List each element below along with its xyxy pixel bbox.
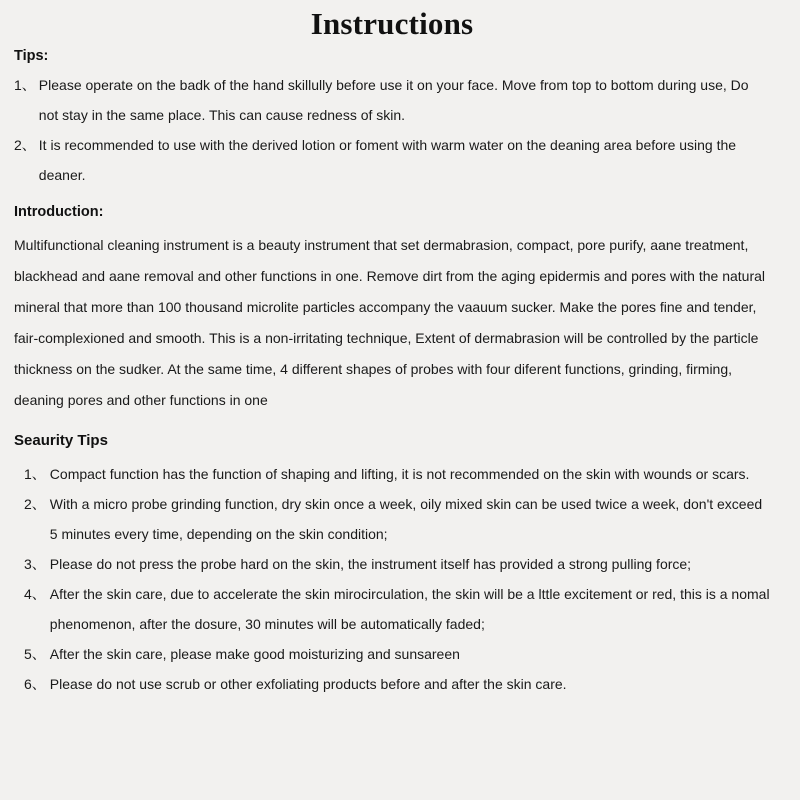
list-item-number: 6、 [24,676,46,692]
list-item-text: With a micro probe grinding function, dry skin once a week, oily mixed skin can be used twice a week, don't exceed 5 minutes every time, depending on the skin condition; [49,496,763,542]
list-item-text: After the skin care, please make good moisturizing and sunsareen [49,646,460,662]
introduction-body: Multifunctional cleaning instrument is a beauty instrument that set dermabrasion, compact, pore purify, aane treatment, blackhead and aane removal and other functions in one. Remove dirt from the aging epidermis and pores with the natural mineral that more than 100 thousand microlite particles accompany the vaauum sucker. Make the pores fine and tender, fair-complexioned and smooth. This is a non-irritating technique, Extent of dermabrasion will be controlled by the particle thickness on the sudker. At the same time, 4 different shapes of probes with four diferent functions, grinding, firming, deaning pores and other functions in one [14,237,766,408]
list-item [14,489,770,549]
list-item-text: After the skin care, due to accelerate the skin mirocirculation, the skin will be a lttle excitement or red, this is a nomal phenomenon, after the dosure, 30 minutes will be automatically faded; [49,586,770,632]
list-item-number: 4、 [24,586,46,602]
list-item-number: 1、 [14,77,36,93]
list-item [14,549,770,579]
list-item [14,70,770,130]
list-item-number: 2、 [14,137,36,153]
tips-heading: Tips: [14,48,49,64]
tips-list [14,70,770,190]
list-item-text: Please operate on the badk of the hand skillully before use it on your face. Move from top to bottom during use, Do not stay in the same place. This can cause redness of skin. [38,77,749,123]
list-item-number: 2、 [24,496,46,512]
introduction-heading: Introduction: [14,204,104,220]
list-item [14,130,770,190]
list-item-number: 1、 [24,466,46,482]
list-item-text: Compact function has the function of shaping and lifting, it is not recommended on the skin with wounds or scars. [49,466,750,482]
list-item-text: Please do not use scrub or other exfoliating products before and after the skin care. [49,676,567,692]
list-item [14,579,770,639]
page-title: Instructions [310,6,474,41]
list-item [14,669,770,699]
list-item-text: Please do not press the probe hard on the skin, the instrument itself has provided a strong pulling force; [49,556,692,572]
list-item [14,639,770,669]
list-item-number: 3、 [24,556,46,572]
security-heading: Seaurity Tips [14,432,108,449]
security-list [14,459,770,699]
list-item-text: It is recommended to use with the derived lotion or foment with warm water on the deaning area before using the deaner. [38,137,737,183]
list-item [14,459,770,489]
list-item-number: 5、 [24,646,46,662]
